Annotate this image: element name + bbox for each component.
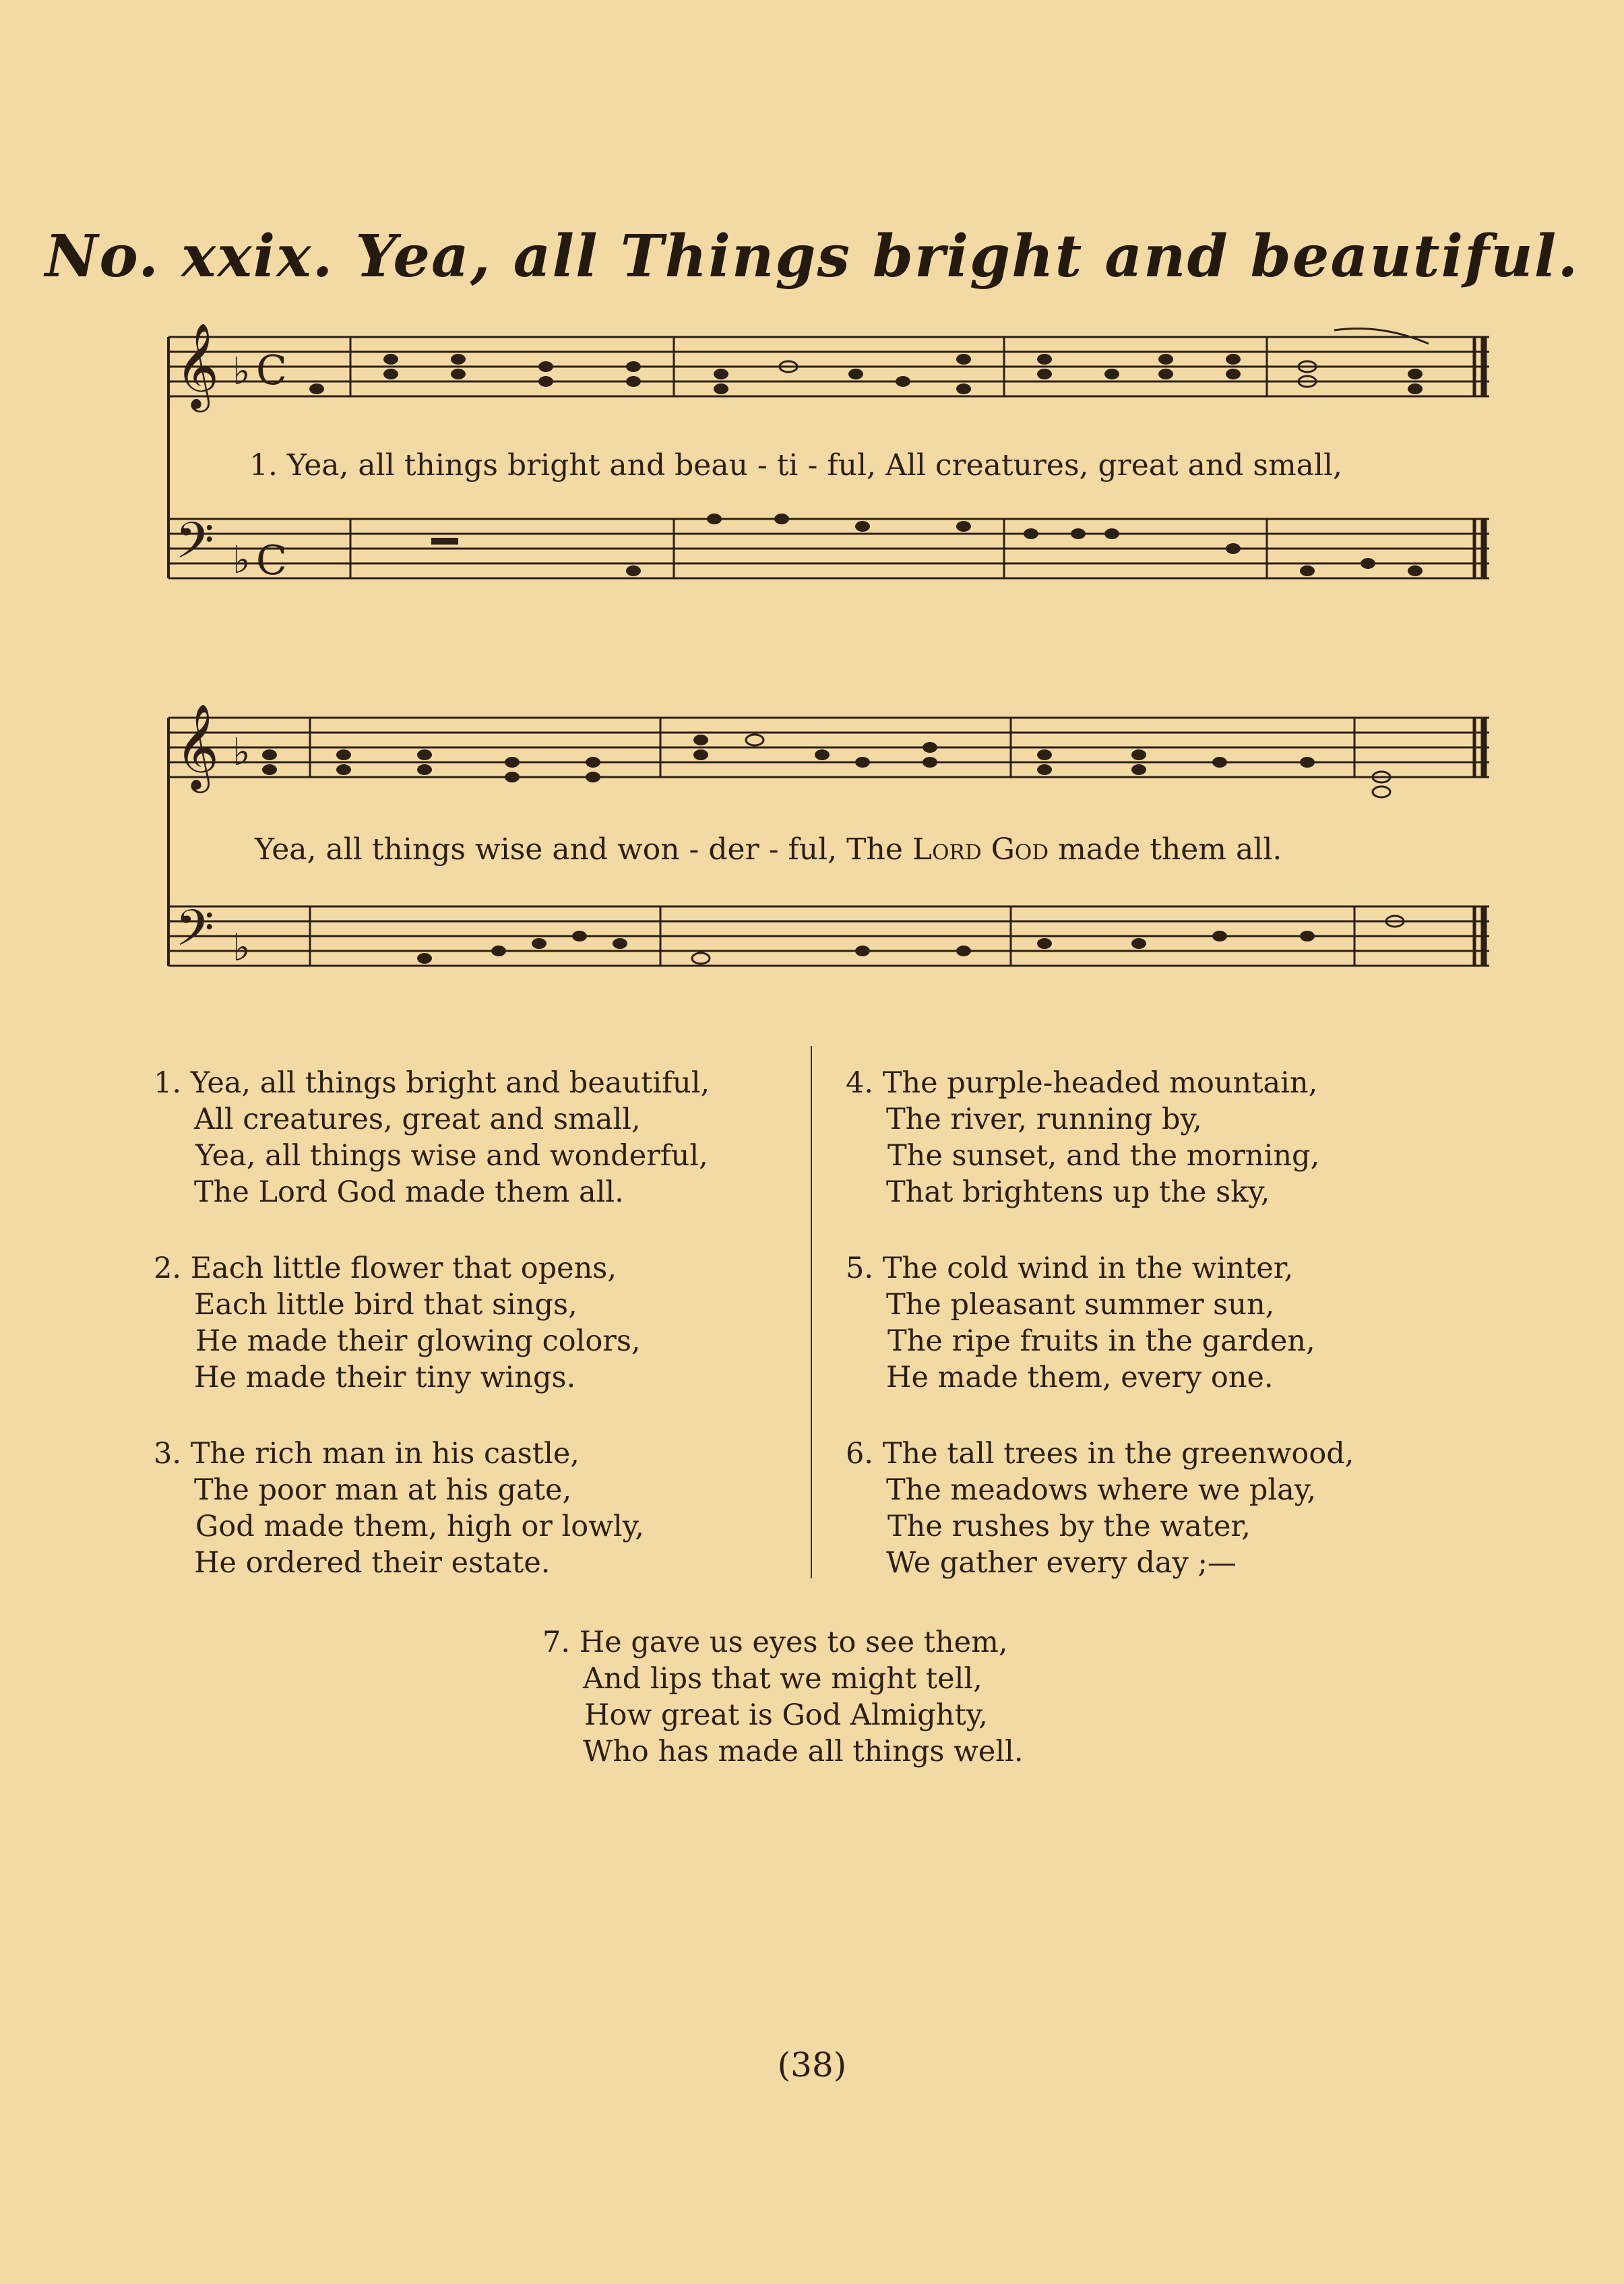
verse-line: The purple-headed mountain, (882, 1066, 1318, 1100)
verse-line: The meadows where we play, (886, 1473, 1317, 1507)
verse-line: Each little flower that opens, (190, 1252, 617, 1285)
verse-number: 4. (846, 1066, 874, 1100)
page-number: (38) (777, 2045, 847, 2085)
svg-text:♭: ♭ (232, 538, 251, 582)
verse-line: God made them, high or lowly, (195, 1510, 644, 1543)
verse-line: He made their tiny wings. (194, 1361, 576, 1394)
verse-5 (846, 1250, 1315, 1396)
verse-line: He ordered their estate. (194, 1546, 551, 1580)
lyrics-line-2-part1: Yea, all things wise and won - der - ful, The (255, 832, 912, 867)
verse-line: Each little bird that sings, (194, 1288, 577, 1322)
verse-line: All creatures, great and small, (194, 1103, 641, 1136)
verse-line: The ripe fruits in the garden, (887, 1324, 1315, 1358)
verse-line: The rushes by the water, (887, 1510, 1251, 1543)
svg-text:C: C (256, 537, 287, 584)
verse-line: Yea, all things bright and beautiful, (190, 1066, 710, 1100)
verse-line: The tall trees in the greenwood, (882, 1437, 1354, 1471)
verse-2 (154, 1250, 641, 1396)
verse-line: How great is God Almighty, (584, 1698, 988, 1732)
verse-7 (542, 1624, 1023, 1770)
verse-line: The rich man in his castle, (190, 1437, 580, 1471)
svg-text:♭: ♭ (232, 731, 251, 774)
svg-text:♭: ♭ (232, 350, 251, 394)
verse-3 (154, 1436, 644, 1581)
verse-line: The poor man at his gate, (194, 1473, 572, 1507)
verse-line: He gave us eyes to see them, (579, 1626, 1008, 1659)
verse-line: The sunset, and the morning, (887, 1139, 1320, 1173)
column-divider (811, 1046, 812, 1578)
verse-1 (154, 1065, 710, 1210)
verse-number: 1. (154, 1066, 182, 1100)
svg-text:C: C (256, 347, 287, 394)
lyrics-line-2-part2: made them all. (1049, 832, 1282, 867)
verse-line: The Lord God made them all. (194, 1175, 624, 1209)
verse-number: 6. (846, 1437, 874, 1471)
verse-4 (846, 1065, 1319, 1210)
verse-line: The river, running by, (886, 1103, 1202, 1136)
verse-number: 7. (542, 1626, 571, 1659)
svg-text:♭: ♭ (232, 926, 251, 970)
music-system-2 (148, 704, 1489, 1008)
verse-line: The pleasant summer sun, (886, 1288, 1275, 1322)
svg-text:𝄢: 𝄢 (175, 899, 214, 970)
lyrics-lord: Lord (912, 832, 982, 867)
lyrics-line-2 (255, 832, 1282, 867)
lyrics-god: God (991, 832, 1049, 867)
hymn-title: No. xxix. Yea, all Things bright and beautiful. (44, 222, 1580, 290)
verse-line: He made their glowing colors, (195, 1324, 641, 1358)
verse-line: That brightens up the sky, (886, 1175, 1270, 1209)
svg-text:𝄢: 𝄢 (175, 512, 214, 582)
svg-text:𝄞: 𝄞 (175, 703, 220, 789)
verse-line: The cold wind in the winter, (882, 1252, 1294, 1285)
music-system-1 (148, 323, 1489, 627)
verse-6 (846, 1436, 1354, 1581)
verse-number: 2. (154, 1252, 182, 1285)
verse-number: 3. (154, 1437, 182, 1471)
verse-number: 5. (846, 1252, 874, 1285)
lyrics-line-1: 1. Yea, all things bright and beau - ti - ful, All creatures, great and small, (249, 448, 1343, 483)
verse-line: We gather every day ;— (886, 1546, 1237, 1580)
verse-line: He made them, every one. (886, 1361, 1274, 1394)
verse-line: And lips that we might tell, (583, 1662, 982, 1696)
svg-text:𝄞: 𝄞 (175, 322, 220, 408)
verse-line: Yea, all things wise and wonderful, (195, 1139, 708, 1173)
verse-line: Who has made all things well. (583, 1735, 1024, 1768)
